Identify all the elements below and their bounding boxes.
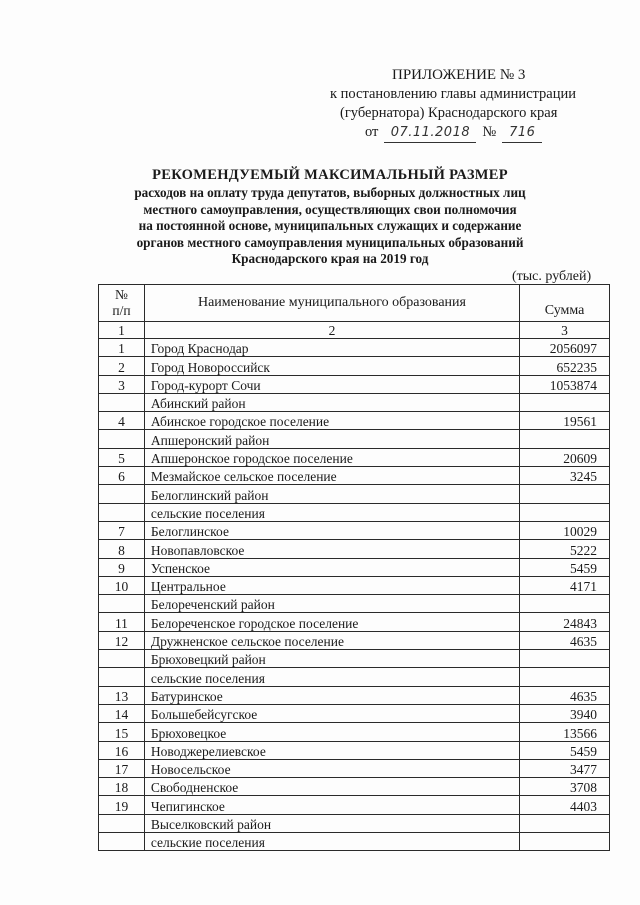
table-row xyxy=(99,759,610,777)
row-number xyxy=(99,814,145,832)
row-name: Абинское городское поселение xyxy=(144,412,519,430)
row-number: 8 xyxy=(99,540,145,558)
row-name: Белоглинский район xyxy=(144,485,519,503)
row-number: 15 xyxy=(99,723,145,741)
appendix-decree-line: к постановлению главы администрации xyxy=(330,86,577,102)
title-line-5: органов местного самоуправления муниципальных образований xyxy=(136,234,524,250)
budget-table xyxy=(98,284,610,851)
row-sum: 20609 xyxy=(520,448,610,466)
table-row xyxy=(99,704,610,722)
row-name: Город-курорт Сочи xyxy=(144,375,519,393)
row-name: Выселковский район xyxy=(144,814,519,832)
table-row xyxy=(99,778,610,796)
table-row xyxy=(99,631,610,649)
table-row xyxy=(99,430,610,448)
row-number: 5 xyxy=(99,448,145,466)
document-title xyxy=(110,166,550,268)
row-number: 3 xyxy=(99,375,145,393)
row-name: Белореченское городское поселение xyxy=(144,613,519,631)
row-name: Мезмайское сельское поселение xyxy=(144,467,519,485)
header-number xyxy=(99,285,145,322)
row-name: Город Новороссийск xyxy=(144,357,519,375)
row-sum: 5459 xyxy=(520,741,610,759)
table-row xyxy=(99,448,610,466)
row-number: 11 xyxy=(99,613,145,631)
row-sum xyxy=(520,393,610,411)
row-number: 13 xyxy=(99,686,145,704)
table-row xyxy=(99,393,610,411)
row-number xyxy=(99,430,145,448)
column-index: 2 xyxy=(144,322,519,339)
row-number: 4 xyxy=(99,412,145,430)
table-row xyxy=(99,814,610,832)
title-line-3: местного самоуправления, осуществляющих свои полномочия xyxy=(143,201,517,217)
row-sum: 24843 xyxy=(520,613,610,631)
units-label: (тыс. рублей) xyxy=(512,269,592,284)
row-sum xyxy=(520,833,610,851)
header-sum: Сумма xyxy=(520,285,610,322)
table-row xyxy=(99,796,610,814)
row-sum xyxy=(520,650,610,668)
row-number: 19 xyxy=(99,796,145,814)
row-sum: 652235 xyxy=(520,357,610,375)
table-row xyxy=(99,467,610,485)
row-name: Брюховецкий район xyxy=(144,650,519,668)
header-name: Наименование муниципального образования xyxy=(144,285,519,322)
row-number xyxy=(99,485,145,503)
row-name: Дружненское сельское поселение xyxy=(144,631,519,649)
row-number: 14 xyxy=(99,704,145,722)
header-number-line1: № xyxy=(115,287,128,302)
title-line-4: на постоянной основе, муниципальных служащих и содержание xyxy=(138,218,522,234)
row-name: Город Краснодар xyxy=(144,339,519,357)
row-name: Абинский район xyxy=(144,393,519,411)
row-sum: 19561 xyxy=(520,412,610,430)
row-name: сельские поселения xyxy=(144,668,519,686)
appendix-title: ПРИЛОЖЕНИЕ № 3 xyxy=(392,67,526,83)
row-number: 17 xyxy=(99,759,145,777)
appendix-date-line xyxy=(330,123,620,143)
row-number xyxy=(99,650,145,668)
row-number: 6 xyxy=(99,467,145,485)
table-row xyxy=(99,686,610,704)
table-header-row xyxy=(99,285,610,322)
table-row xyxy=(99,485,610,503)
row-sum: 5459 xyxy=(520,558,610,576)
row-name: Апшеронский район xyxy=(144,430,519,448)
table-row xyxy=(99,723,610,741)
table-row xyxy=(99,595,610,613)
row-number xyxy=(99,503,145,521)
row-name: Успенское xyxy=(144,558,519,576)
row-number: 2 xyxy=(99,357,145,375)
appendix-block xyxy=(330,66,620,143)
row-number xyxy=(99,833,145,851)
handwritten-number: 716 xyxy=(502,123,542,143)
row-sum xyxy=(520,503,610,521)
appendix-governor-line: (губернатора) Краснодарского края xyxy=(340,105,558,121)
row-sum: 13566 xyxy=(520,723,610,741)
from-label: от xyxy=(365,124,379,140)
table-row xyxy=(99,375,610,393)
row-sum xyxy=(520,668,610,686)
row-sum: 3245 xyxy=(520,467,610,485)
row-sum: 5222 xyxy=(520,540,610,558)
row-number xyxy=(99,668,145,686)
table-row xyxy=(99,741,610,759)
row-name: Чепигинское xyxy=(144,796,519,814)
table-row xyxy=(99,339,610,357)
row-name: Центральное xyxy=(144,576,519,594)
row-name: Брюховецкое xyxy=(144,723,519,741)
table-row xyxy=(99,613,610,631)
row-sum: 4635 xyxy=(520,686,610,704)
row-name: Белоглинское xyxy=(144,521,519,539)
row-sum: 3708 xyxy=(520,778,610,796)
row-name: Белореченский район xyxy=(144,595,519,613)
column-index: 3 xyxy=(520,322,610,339)
row-sum: 3940 xyxy=(520,704,610,722)
title-line-2: расходов на оплату труда депутатов, выборных должностных лиц xyxy=(134,185,526,200)
row-sum xyxy=(520,814,610,832)
row-number: 1 xyxy=(99,339,145,357)
row-sum: 4403 xyxy=(520,796,610,814)
row-number xyxy=(99,595,145,613)
row-sum xyxy=(520,430,610,448)
row-number: 9 xyxy=(99,558,145,576)
table-row xyxy=(99,540,610,558)
row-sum: 3477 xyxy=(520,759,610,777)
table-row xyxy=(99,833,610,851)
table-row xyxy=(99,576,610,594)
number-label: № xyxy=(482,124,497,140)
table-row xyxy=(99,503,610,521)
row-number: 16 xyxy=(99,741,145,759)
table-row xyxy=(99,668,610,686)
row-sum xyxy=(520,485,610,503)
row-sum: 1053874 xyxy=(520,375,610,393)
row-name: Новопавловское xyxy=(144,540,519,558)
row-name: Новосельское xyxy=(144,759,519,777)
table-row xyxy=(99,357,610,375)
row-sum xyxy=(520,595,610,613)
row-name: сельские поселения xyxy=(144,833,519,851)
table-row xyxy=(99,412,610,430)
row-number: 18 xyxy=(99,778,145,796)
row-sum: 10029 xyxy=(520,521,610,539)
table-row xyxy=(99,558,610,576)
handwritten-date: 07.11.2018 xyxy=(384,123,476,143)
row-sum: 4635 xyxy=(520,631,610,649)
title-main: РЕКОМЕНДУЕМЫЙ МАКСИМАЛЬНЫЙ РАЗМЕР xyxy=(152,167,508,183)
table-row xyxy=(99,521,610,539)
row-name: Новоджерелиевское xyxy=(144,741,519,759)
header-number-line2: п/п xyxy=(112,303,131,318)
row-number: 10 xyxy=(99,576,145,594)
row-name: Большебейсугское xyxy=(144,704,519,722)
row-sum: 2056097 xyxy=(520,339,610,357)
row-name: Свободненское xyxy=(144,778,519,796)
row-number xyxy=(99,393,145,411)
row-name: Апшеронское городское поселение xyxy=(144,448,519,466)
title-line-6: Краснодарского края на 2019 год xyxy=(231,251,429,267)
row-name: Батуринское xyxy=(144,686,519,704)
row-number: 12 xyxy=(99,631,145,649)
column-index-row xyxy=(99,322,610,339)
row-name: сельские поселения xyxy=(144,503,519,521)
table-row xyxy=(99,650,610,668)
row-sum: 4171 xyxy=(520,576,610,594)
row-number: 7 xyxy=(99,521,145,539)
column-index: 1 xyxy=(99,322,145,339)
